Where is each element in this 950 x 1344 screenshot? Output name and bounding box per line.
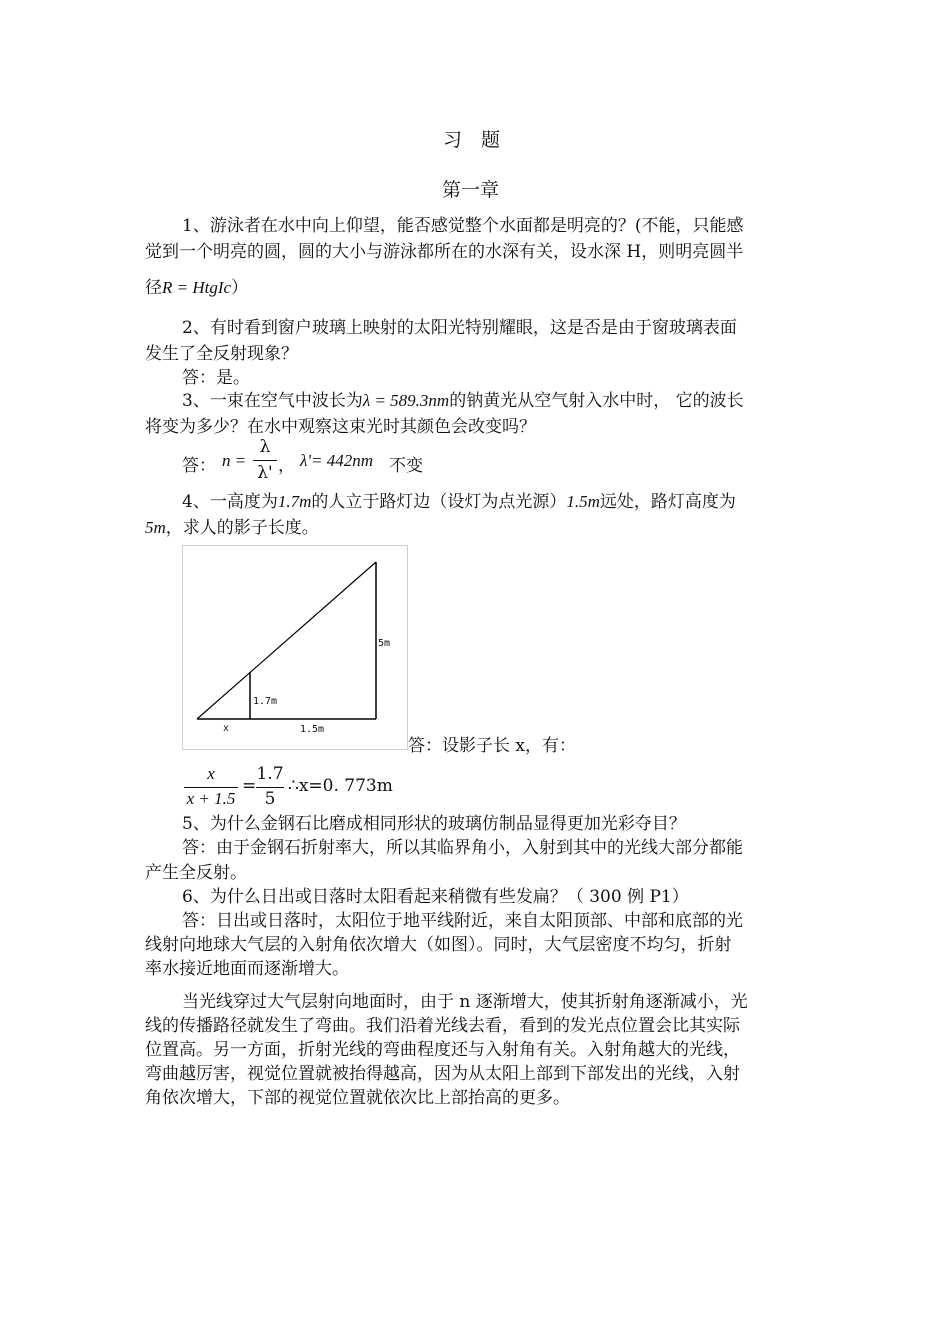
q1-line2: 觉到一个明亮的圆，圆的大小与游泳都所在的水深有关，设水深 H，则明亮圆半 [145,242,744,262]
q1-formula: R = HtgIc [162,278,232,297]
q4-height-person: 1.7m [277,492,312,511]
q3-line2: 将变为多少？在水中观察这束光时其颜色会改变吗？ [145,417,536,437]
q5-ans1: 答：由于金钢石折射率大，所以其临界角小，入射到其中的光线大部分都能 [182,838,743,858]
q3-frac-num: λ [259,437,271,457]
shadow-diagram [182,545,408,750]
q1-line3-suffix: ） [231,278,249,298]
q4-line2 [145,516,319,540]
eq-den-right: 5 [264,789,276,809]
q6-p2-5: 角依次增大，下部的视觉位置就依次比上部抬高的更多。 [145,1088,570,1108]
page-title: 习 题 [443,129,501,151]
chapter-heading: 第一章 [442,179,500,201]
light-ray-line [197,562,376,719]
label-lamp-height: 5m [378,638,391,649]
q5-line1: 5、为什么金钢石比磨成相同形状的玻璃仿制品显得更加光彩夺目？ [182,814,686,834]
q3-answer-mid: ， [278,456,295,476]
q3-lambda-prime: λ'= 442nm [300,451,373,470]
q2-line2: 发生了全反射现象？ [145,344,298,364]
q5-ans2: 产生全反射。 [145,863,247,883]
eq-sign: = [242,776,257,796]
q6-ans3: 率水接近地面而逐渐增大。 [145,959,349,979]
q6-line1: 6、为什么日出或日落时太阳看起来稍微有些发扁？（ 300 例 P1） [182,887,689,907]
eq-bar-left [184,787,238,788]
q4-line1-c: 远处，路灯高度为 [599,492,736,512]
q3-frac-bar [253,460,277,461]
q4-line1-b: 的人立于路灯边（设灯为点光源） [311,492,567,512]
q4-line1 [182,490,736,514]
eq-num-left: x [207,764,215,783]
q2-answer: 答：是。 [182,368,250,388]
q3-lambda-eq: λ = 589.3nm [362,391,450,410]
triangle-svg [183,546,407,749]
q6-ans2: 线射向地球大气层的入射角依次增大（如图）。同时，大气层密度不均匀，折射 [145,935,732,955]
q3-answer-tail: 不变 [389,456,423,476]
eq-result: ∴x=0. 773m [288,776,393,796]
q6-ans1: 答：日出或日落时，太阳位于地平线附近，来自太阳顶部、中部和底部的光 [182,911,743,931]
eq-den-left: x + 1.5 [186,789,236,808]
q3-answer-label: 答： [182,456,216,476]
q1-line3-prefix: 径 [145,278,162,298]
q3-line1-prefix: 3、一束在空气中波长为 [182,391,363,411]
label-distance: 1.5m [300,724,325,735]
q4-distance: 1.5m [566,492,600,511]
q4-answer-intro: 答：设影子长 x，有： [408,736,576,756]
label-person-height: 1.7m [253,696,278,707]
eq-num-right: 1.7 [256,764,284,784]
q1-line1: 1、游泳者在水中向上仰望，能否感觉整个水面都是明亮的？(不能，只能感 [182,216,744,236]
q4-line2-text: ，求人的影子长度。 [165,518,319,538]
label-shadow: x [223,723,230,734]
q4-line1-a: 4、一高度为 [182,492,278,512]
q6-p2-2: 线的传播路径就发生了弯曲。我们沿着光线去看，看到的发光点位置会比其实际 [145,1016,740,1036]
q3-frac-den: λ' [257,463,273,483]
q2-line1: 2、有时看到窗户玻璃上映射的太阳光特别耀眼，这是否是由于窗玻璃表面 [182,318,737,338]
eq-bar-right [256,787,284,788]
q3-n-eq: n = [222,451,247,470]
q3-line1-suffix: 的钠黄光从空气射入水中时， 它的波长 [449,391,744,411]
q1-line3 [145,276,248,300]
q6-p2-3: 位置高。另一方面，折射光线的弯曲程度还与入射角有关。入射角越大的光线， [145,1040,740,1060]
q3-line1 [182,389,744,413]
q4-height-lamp: 5m [145,518,166,537]
q6-p2-1: 当光线穿过大气层射向地面时，由于 n 逐渐增大，使其折射角逐渐减小，光 [182,992,748,1012]
q6-p2-4: 弯曲越厉害，视觉位置就被抬得越高，因为从太阳上部到下部发出的光线，入射 [145,1064,740,1084]
